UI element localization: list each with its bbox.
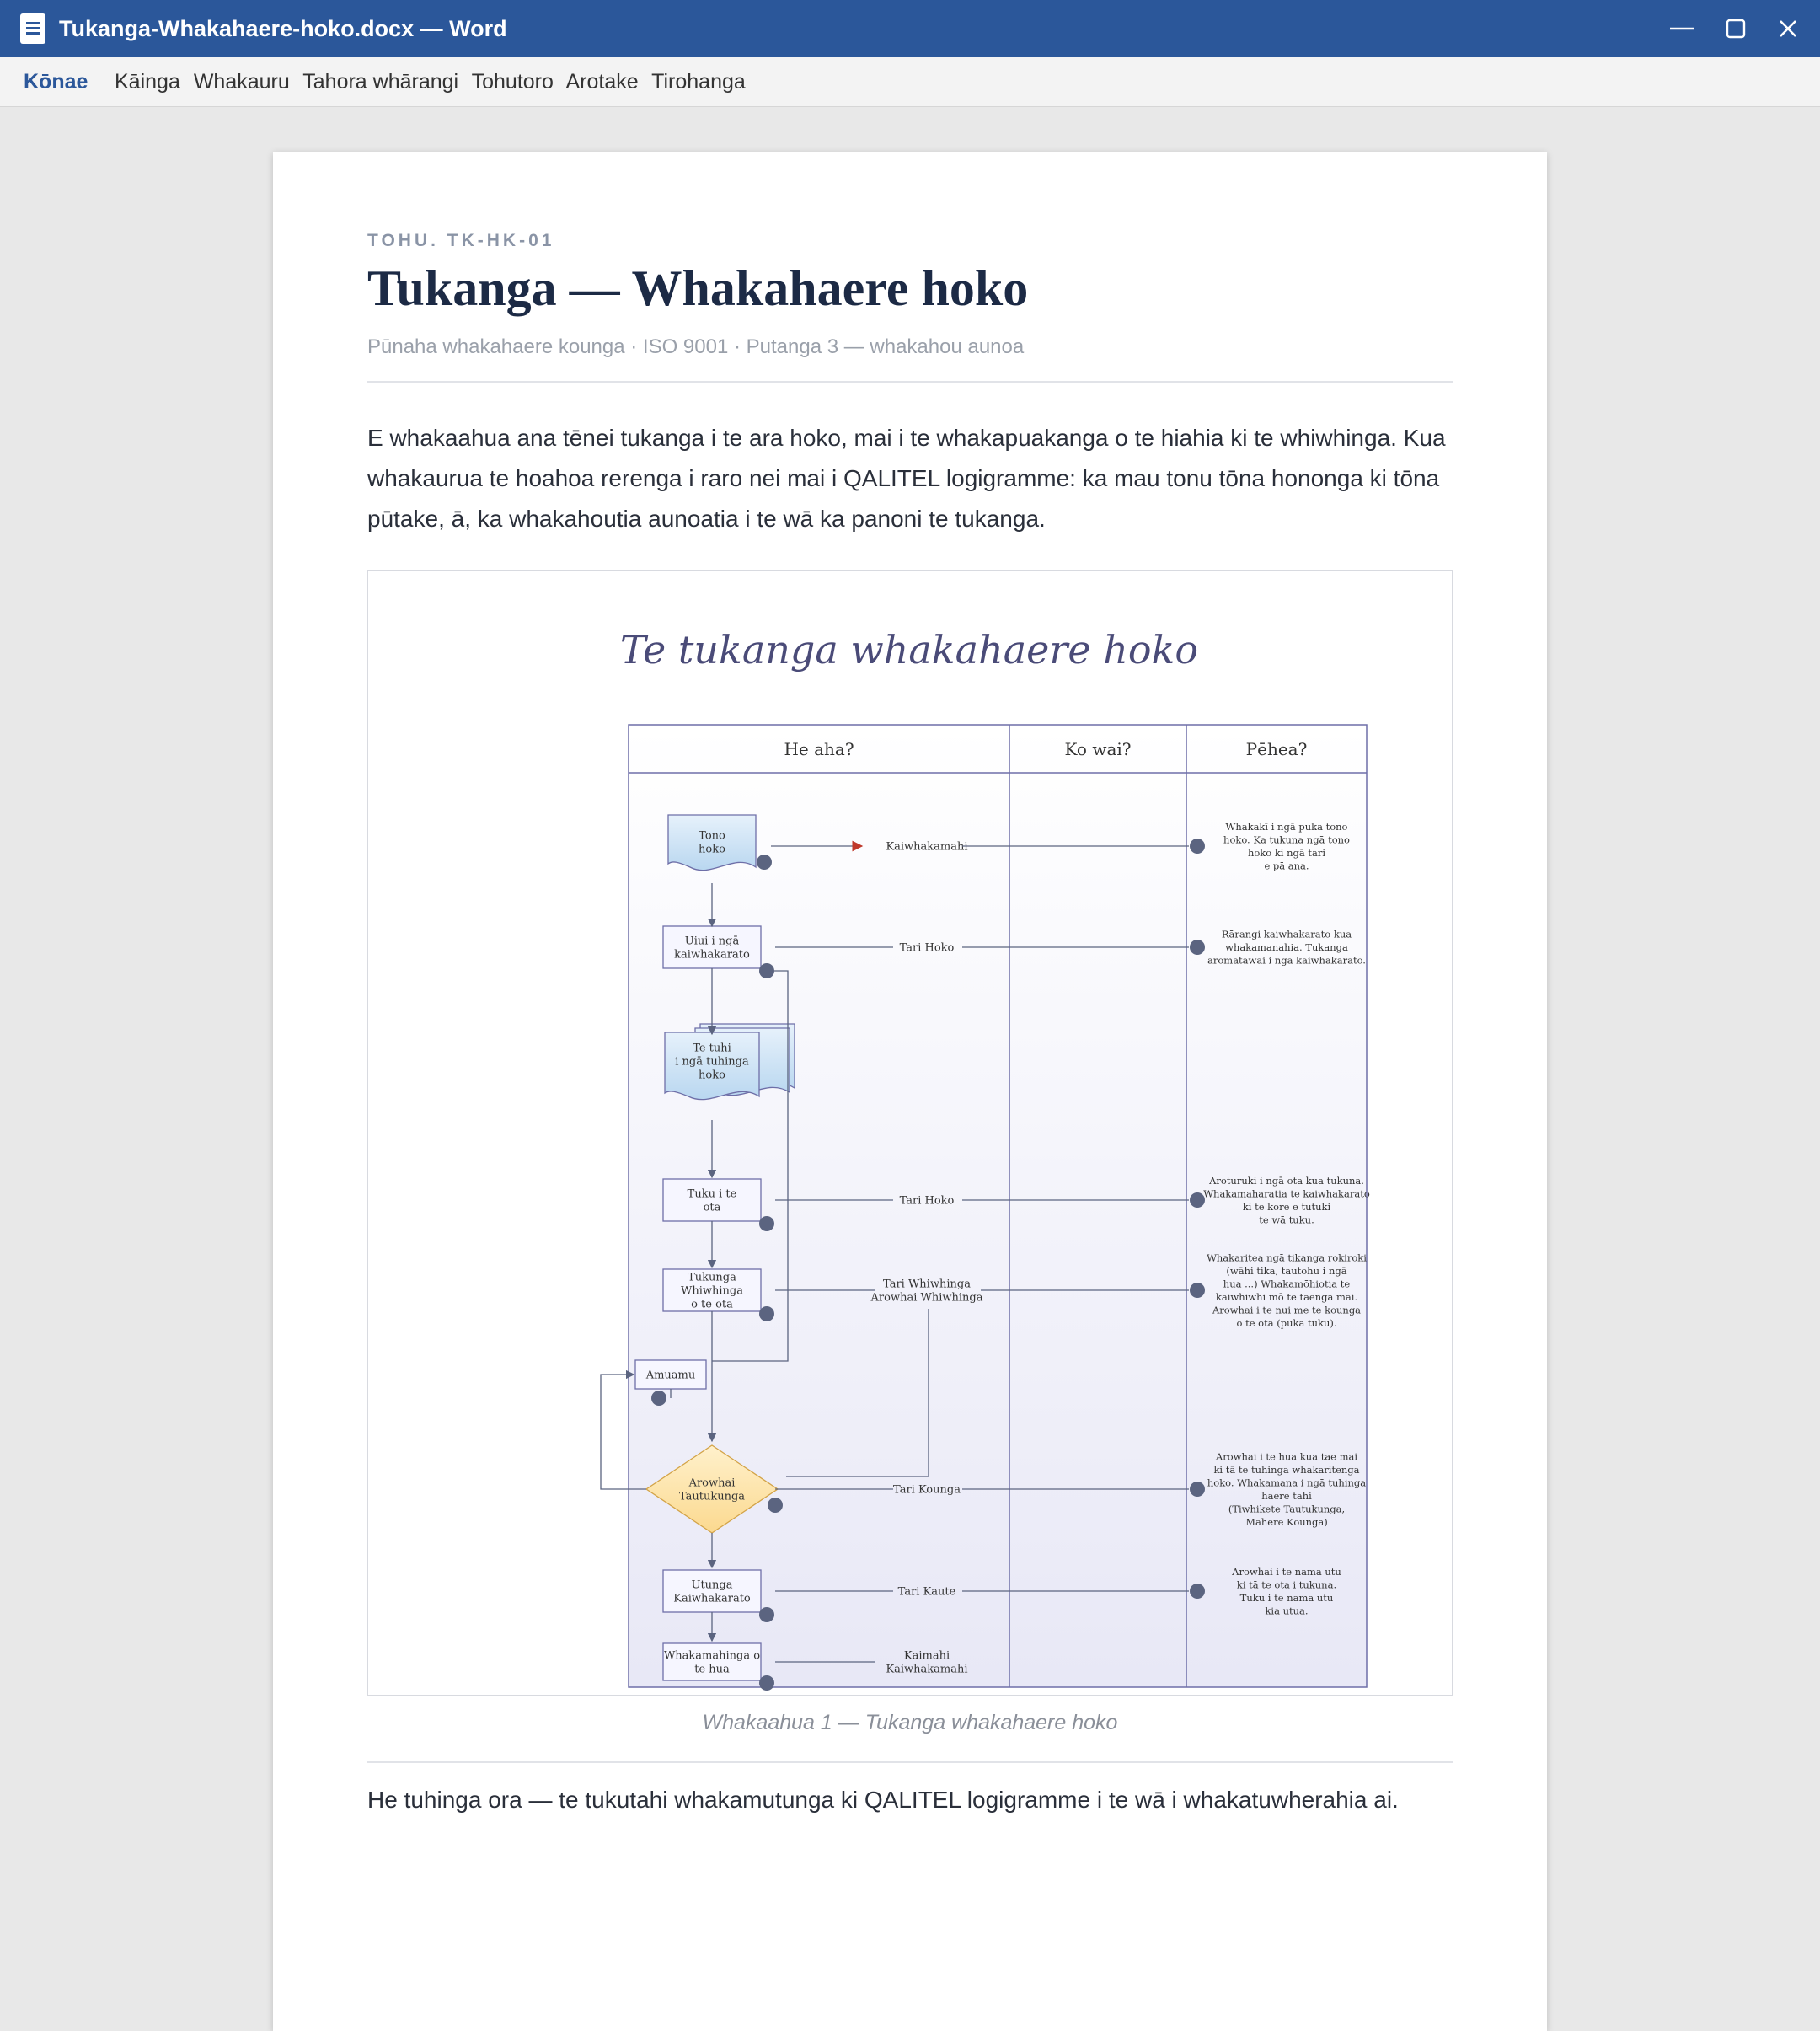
- description-text: kaiwhiwhi mō te taenga mai.: [1215, 1290, 1358, 1303]
- description-text: hoko. Whakamana i ngā tuhinga: [1207, 1476, 1367, 1489]
- responsible-label: Kaiwhakamahi: [886, 1663, 968, 1676]
- intro-paragraph: E whakaahua ana tēnei tukanga i te ara hoko, mai i te whakapuakanga o te hiahia ki te whiwhinga. Kua whakaurua te hoahoa rerenga i raro nei mai i QALITEL logigramme: ka mau tonu tōna hononga ki tōna pūtake, ā, ka whakahoutia aunoatia i te wā ka panoni te tukanga.: [367, 425, 1446, 532]
- connector-dot: [1190, 1584, 1205, 1599]
- process-flowchart: [368, 571, 1452, 1695]
- step-label: Kaiwhakarato: [673, 1592, 751, 1605]
- description-text: hoko ki ngā tari: [1247, 846, 1326, 859]
- description-text: o te ota (puka tuku).: [1236, 1316, 1337, 1329]
- divider: [367, 381, 1453, 383]
- embedded-flowchart-figure[interactable]: [367, 570, 1453, 1696]
- responsible-label: Arowhai Whiwhinga: [870, 1291, 983, 1305]
- responsible-label: Tari Whiwhinga: [883, 1278, 971, 1291]
- connector-dot: [1190, 1283, 1205, 1298]
- connector-dot: [1190, 940, 1205, 955]
- column-header-how: Pēhea?: [1245, 739, 1308, 759]
- figure-caption: Whakaahua 1 — Tukanga whakahaere hoko: [702, 1711, 1118, 1734]
- description-text: haere tahi: [1261, 1489, 1312, 1502]
- step-label: ota: [703, 1201, 721, 1214]
- connector-dot: [768, 1498, 783, 1513]
- description-text: (Tiwhikete Tautukunga,: [1228, 1503, 1346, 1515]
- step-label: Utunga: [691, 1578, 733, 1592]
- connector-dot: [1190, 839, 1205, 854]
- document-subtitle: Pūnaha whakahaere kounga · ISO 9001 · Putanga 3 — whakahou aunoa: [367, 335, 1025, 358]
- step-label: hoko: [699, 843, 725, 856]
- step-label: Tautukunga: [678, 1490, 746, 1503]
- flowchart-title: Te tukanga whakahaere hoko: [619, 627, 1199, 673]
- description-text: Arowhai i te hua kua tae mai: [1215, 1450, 1358, 1463]
- column-header-what: He aha?: [784, 739, 854, 759]
- description-text: Whakakī i ngā puka tono: [1225, 820, 1348, 833]
- connector-dot: [651, 1391, 666, 1406]
- description-text: te wā tuku.: [1259, 1214, 1314, 1226]
- tab-home[interactable]: Kāinga: [115, 70, 180, 94]
- responsible-label: Kaiwhakamahi: [886, 840, 968, 854]
- step-label: hoko: [699, 1069, 725, 1082]
- description-text: hua ...) Whakamōhiotia te: [1223, 1278, 1351, 1290]
- description-text: Rārangi kaiwhakarato kua: [1221, 928, 1352, 940]
- description-text: Whakaritea ngā tikanga rokiroki: [1207, 1251, 1367, 1264]
- step-label: kaiwhakarato: [674, 948, 750, 962]
- description-text: hoko. Ka tukuna ngā tono: [1223, 833, 1350, 846]
- document-reference: TOHU. TK-HK-01: [367, 231, 555, 250]
- step-label: Tukunga: [688, 1271, 736, 1284]
- step-label: o te ota: [691, 1298, 733, 1311]
- description-text: kia utua.: [1265, 1605, 1309, 1617]
- page-title: Tukanga — Whakahaere hoko: [367, 260, 1029, 316]
- step-label: i ngā tuhinga: [675, 1055, 749, 1069]
- step-label: Whiwhinga: [681, 1284, 743, 1298]
- description-text: Whakamaharatia te kaiwhakarato: [1203, 1187, 1370, 1200]
- step-label: Whakamahinga o: [663, 1649, 761, 1663]
- description-text: Arowhai i te nui me te kounga: [1212, 1304, 1362, 1316]
- ribbon-tabs: [0, 57, 1820, 107]
- responsible-label: Tari Kaute: [897, 1585, 956, 1599]
- connector-dot: [757, 855, 772, 870]
- divider: [367, 1761, 1453, 1763]
- description-text: Tuku i te nama utu: [1239, 1591, 1334, 1604]
- step-label: Tuku i te: [687, 1187, 737, 1201]
- tab-review[interactable]: Arotake: [565, 70, 639, 94]
- description-text: ki te kore e tutuki: [1242, 1200, 1331, 1213]
- description-text: aromatawai i ngā kaiwhakarato.: [1207, 954, 1366, 967]
- responsible-label: Kaimahi: [903, 1649, 950, 1663]
- step-label: Amuamu: [645, 1369, 696, 1382]
- document-page[interactable]: [273, 152, 1547, 2031]
- connector-dot: [759, 1675, 774, 1691]
- connector-dot: [759, 1607, 774, 1622]
- window-title: Tukanga-Whakahaere-hoko.docx — Word: [59, 16, 507, 41]
- description-text: Aroturuki i ngā ota kua tukuna.: [1209, 1174, 1364, 1187]
- responsible-label: Tari Kounga: [893, 1483, 961, 1497]
- tab-file[interactable]: Kōnae: [24, 70, 88, 94]
- column-header-who: Ko wai?: [1064, 739, 1132, 759]
- connector-dot: [759, 1306, 774, 1321]
- tab-layout[interactable]: Tahora whārangi: [302, 70, 459, 94]
- step-label: Te tuhi: [693, 1042, 731, 1055]
- close-icon[interactable]: [1768, 8, 1808, 49]
- tab-view[interactable]: Tirohanga: [651, 70, 746, 94]
- step-label: te hua: [694, 1663, 730, 1676]
- minimize-icon[interactable]: [1662, 8, 1702, 49]
- description-text: whakamanahia. Tukanga: [1225, 941, 1348, 954]
- word-document-icon: [20, 13, 46, 44]
- description-text: Mahere Kounga): [1245, 1515, 1328, 1528]
- description-text: e pā ana.: [1264, 860, 1309, 872]
- connector-dot: [759, 1216, 774, 1231]
- description-text: ki tā te ota i tukuna.: [1236, 1578, 1337, 1591]
- description-text: Arowhai i te nama utu: [1232, 1565, 1341, 1578]
- menu-items: [115, 57, 753, 106]
- responsible-label: Tari Hoko: [899, 1194, 955, 1208]
- step-label: Arowhai: [688, 1476, 736, 1490]
- step-label: Tono: [699, 829, 725, 843]
- tab-references[interactable]: Tohutoro: [471, 70, 554, 94]
- description-text: (wāhi tika, tautohu i ngā: [1226, 1264, 1347, 1277]
- step-label: Uiui i ngā: [684, 935, 740, 948]
- footnote-paragraph: He tuhinga ora — te tukutahi whakamutunga ki QALITEL logigramme i te wā i whakatuwherahia ai.: [367, 1787, 1399, 1813]
- description-text: ki tā te tuhinga whakaritenga: [1213, 1463, 1360, 1476]
- title-bar: [0, 0, 1820, 57]
- maximize-icon[interactable]: [1716, 8, 1756, 49]
- tab-insert[interactable]: Whakauru: [193, 70, 290, 94]
- responsible-label: Tari Hoko: [899, 941, 955, 955]
- connector-dot: [1190, 1482, 1205, 1497]
